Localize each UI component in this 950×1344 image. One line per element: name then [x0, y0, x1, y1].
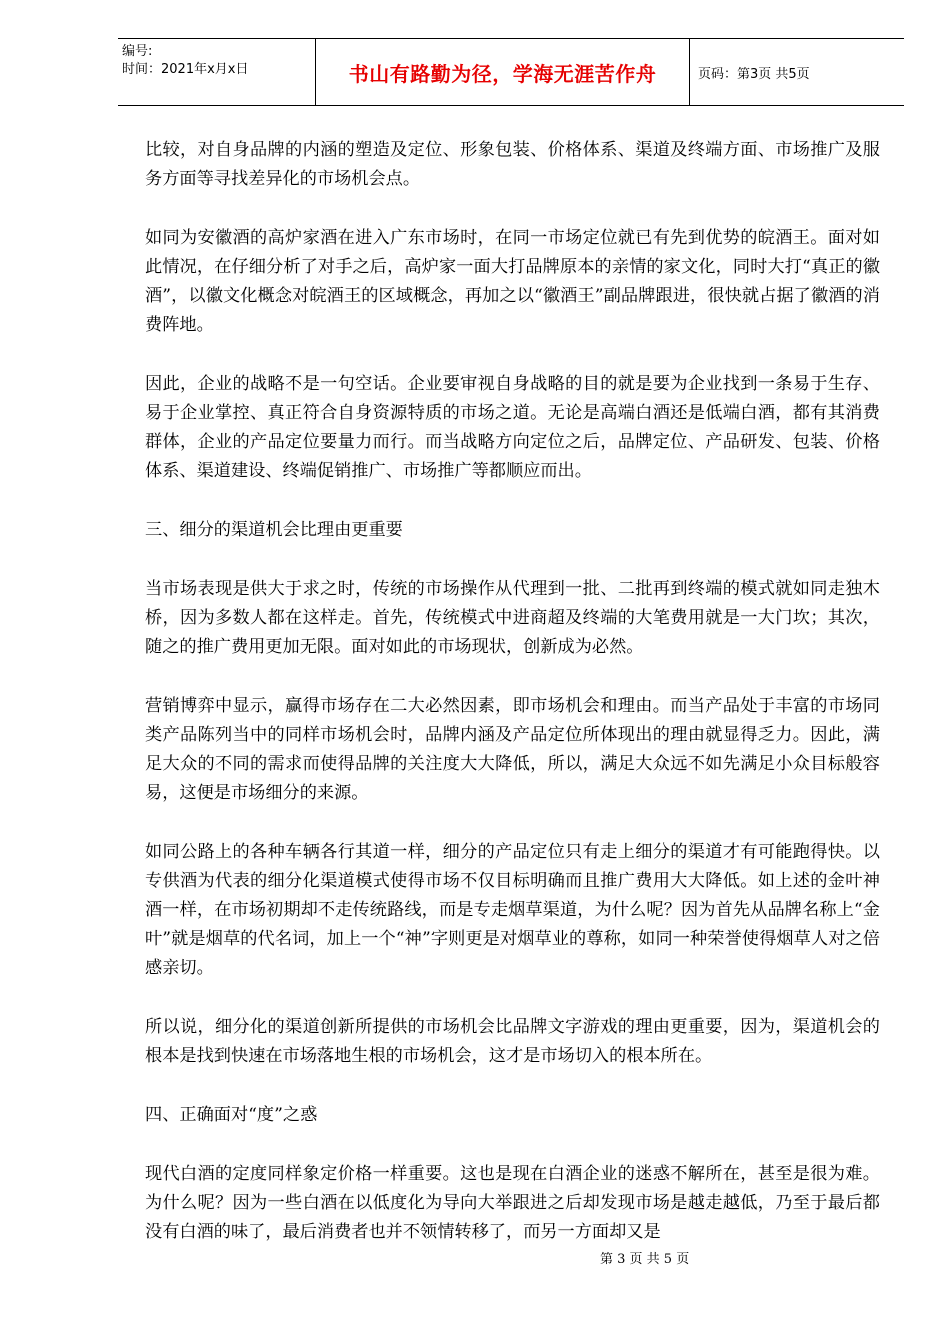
- paragraph: 如同为安徽酒的高炉家酒在进入广东市场时，在同一市场定位就已有先到优势的皖酒王。面对如此情况，在仔细分析了对手之后，高炉家一面大打品牌原本的亲情的家文化，同时大打“真正的徽酒”，以徽文化概念对皖酒王的区域概念，再加之以“徽酒王”副品牌跟进，很快就占据了徽酒的消费阵地。: [145, 228, 880, 335]
- header-meta: [118, 39, 316, 105]
- section-heading: 三、细分的渠道机会比理由更重要: [145, 520, 403, 540]
- document-body: [145, 136, 880, 1277]
- paragraph: 所以说，细分化的渠道创新所提供的市场机会比品牌文字游戏的理由更重要，因为，渠道机会的根本是找到快速在市场落地生根的市场机会，这才是市场切入的根本所在。: [145, 1017, 880, 1066]
- paragraph: 当市场表现是供大于求之时，传统的市场操作从代理到一批、二批再到终端的模式就如同走独木桥，因为多数人都在这样走。首先，传统模式中进商超及终端的大笔费用就是一大门坎；其次，随之的推广费用更加无限。面对如此的市场现状，创新成为必然。: [145, 579, 880, 657]
- time-label: 时间：2021年x月x日: [122, 62, 249, 77]
- paragraph: 营销博弈中显示，赢得市场存在二大必然因素，即市场机会和理由。而当产品处于丰富的市场同类产品陈列当中的同样市场机会时，品牌内涵及产品定位所体现出的理由就显得乏力。因此，满足大众的不同的需求而使得品牌的关注度大大降低，所以，满足大众远不如先满足小众目标般容易，这便是市场细分的来源。: [145, 696, 880, 803]
- page-header: [118, 38, 904, 106]
- header-motto: 书山有路勤为径，学海无涯苦作舟: [316, 39, 690, 105]
- paragraph: 因此，企业的战略不是一句空话。企业要审视自身战略的目的就是要为企业找到一条易于生存、易于企业掌控、真正符合自身资源特质的市场之道。无论是高端白酒还是低端白酒，都有其消费群体，企业的产品定位要量力而行。而当战略方向定位之后，品牌定位、产品研发、包装、价格体系、渠道建设、终端促销推广、市场推广等都顺应而出。: [145, 374, 880, 481]
- paragraph: 比较，对自身品牌的内涵的塑造及定位、形象包装、价格体系、渠道及终端方面、市场推广及服务方面等寻找差异化的市场机会点。: [145, 140, 880, 189]
- paragraph: 如同公路上的各种车辆各行其道一样，细分的产品定位只有走上细分的渠道才有可能跑得快。以专供酒为代表的细分化渠道模式使得市场不仅目标明确而且推广费用大大降低。如上述的金叶神酒一样，在市场初期却不走传统路线，而是专走烟草渠道，为什么呢？因为首先从品牌名称上“金叶”就是烟草的代名词，加上一个“神”字则更是对烟草业的尊称，如同一种荣誉使得烟草人对之倍感亲切。: [145, 842, 880, 978]
- header-page-info: 页码：第3页 共5页: [698, 66, 810, 82]
- page-footer: 第 3 页 共 5 页: [600, 1252, 690, 1267]
- code-label: 编号:: [122, 44, 153, 59]
- section-heading: 四、正确面对“度”之惑: [145, 1105, 318, 1125]
- paragraph: 现代白酒的定度同样象定价格一样重要。这也是现在白酒企业的迷惑不解所在，甚至是很为难。为什么呢？因为一些白酒在以低度化为导向大举跟进之后却发现市场是越走越低，乃至于最后都没有白酒的味了，最后消费者也并不领情转移了，而另一方面却又是: [145, 1164, 880, 1242]
